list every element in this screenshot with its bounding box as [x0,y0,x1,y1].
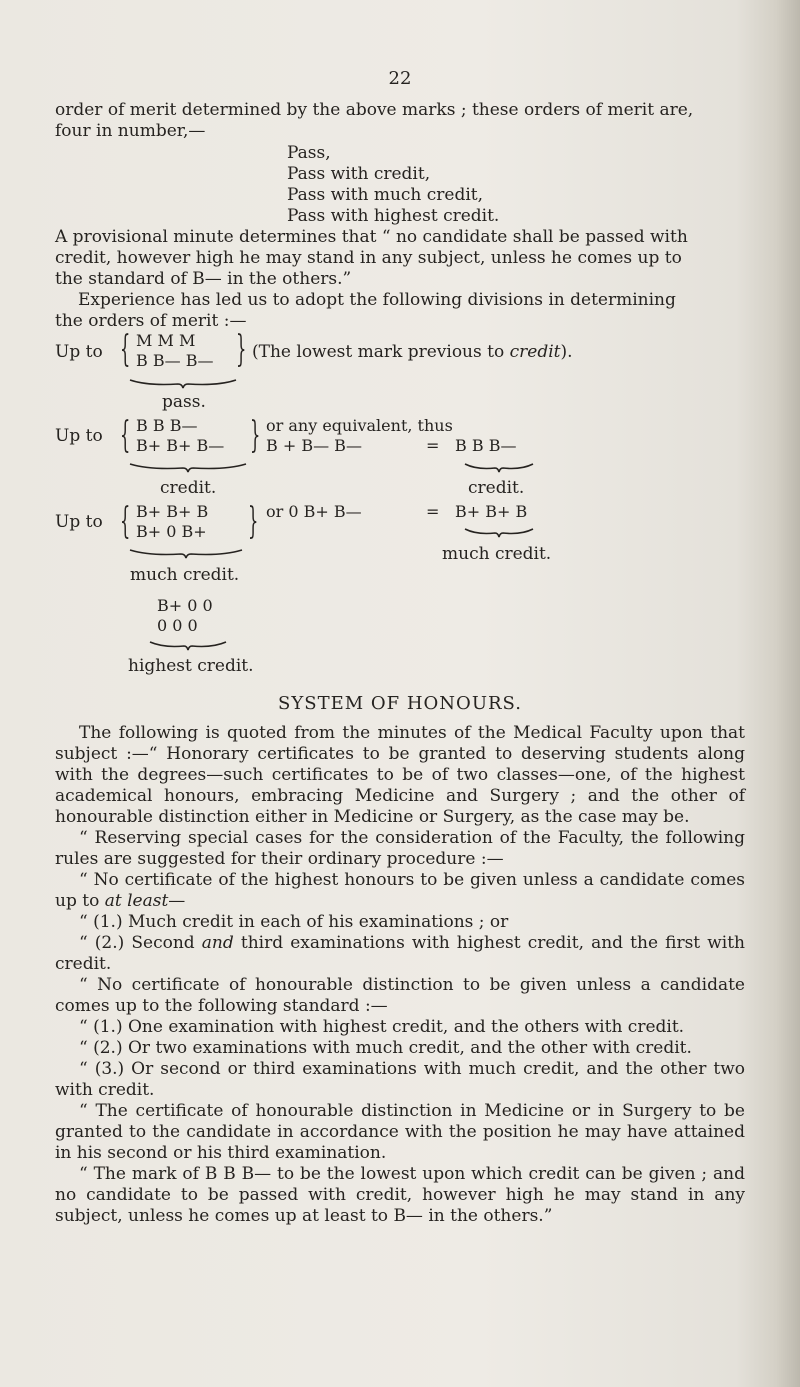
honours-para-1: The following is quoted from the minutes of the Medical Faculty upon that subject :—“ Honorary certificates to be granted to deserving students along with the degrees—such certificates to be of two classes—one, of the highest academical honours, embracing Medicine and Surgery ; and the other of honourable distinction either in Medicine or Surgery, as the case may be. [55,723,745,827]
honours-text [55,723,745,1227]
pass-row-2: B B— B— [136,351,214,370]
much-credit-right-brace: } [248,501,259,542]
much-credit-label-left: much credit. [130,565,240,585]
highest-row-2: 0 0 0 [157,616,198,635]
pass-left-brace: { [120,329,131,370]
much-credit-row-2: B+ 0 B+ [136,522,207,541]
intro-line-1: order of merit determined by the above marks ; these orders of merit are, [55,100,694,120]
minute-line-4: Experience has led us to adopt the following divisions in determining [78,290,676,310]
credit-right-brace: } [250,415,261,456]
honours-para-3: “ No certificate of the highest honours to be given unless a candidate comes up to at least— [55,870,745,911]
order-pass: Pass, [287,143,331,163]
honours-para-5: “ (2.) Second and third examinations with highest credit, and the first with credit. [55,933,746,974]
order-pass-highest-credit: Pass with highest credit. [287,206,500,226]
page-number: 22 [388,68,412,89]
much-credit-row-1: B+ B+ B [136,502,209,521]
honours-para-7: “ (1.) One examination with highest credit, and the others with credit. [79,1017,685,1037]
minute-line-5: the orders of merit :— [55,311,247,331]
credit-up-to: Up to [55,426,103,446]
credit-equivalent-text: or any equivalent, thus [266,416,453,435]
much-credit-equivalent: or 0 B+ B— [266,502,362,521]
honours-para-10: “ The certificate of honourable distinction in Medicine or in Surgery to be granted to the candidate in accordance with the position he may have attained in his second or his third examination. [55,1101,745,1163]
pass-up-to: Up to [55,342,103,362]
credit-equivalent-marks: B + B— B— [266,436,362,455]
pass-underbrace [128,376,238,390]
credit-equals: = [426,436,440,455]
credit-result: B B B— [455,436,517,455]
credit-label-left: credit. [160,478,217,498]
much-credit-label-right: much credit. [442,544,552,564]
credit-left-underbrace [128,460,248,474]
credit-right-underbrace [463,460,535,474]
honours-para-8: “ (2.) Or two examinations with much credit, and the other with credit. [79,1038,692,1058]
credit-row-2: B+ B+ B— [136,436,225,455]
highest-row-1: B+ 0 0 [157,596,213,615]
honours-para-5-italic: and [201,933,234,953]
highest-underbrace [148,638,228,652]
pass-right-brace: } [236,329,247,370]
minute-line-2: credit, however high he may stand in any subject, unless he comes up to [55,248,682,268]
much-credit-up-to: Up to [55,512,103,532]
much-credit-equals: = [426,502,440,521]
honours-para-2: “ Reserving special cases for the consideration of the Faculty, the following rules are suggested for their ordinary procedure :— [55,828,745,869]
credit-row-1: B B B— [136,416,198,435]
intro-line-2: four in number,— [55,121,206,141]
honours-para-3-italic: at least [104,891,169,911]
minute-line-3: the standard of B— in the others.” [55,269,352,289]
honours-para-11: “ The mark of B B B— to be the lowest upon which credit can be given ; and no candidate to be passed with credit, however high he may stand in any subject, unless he comes up at least to B— in the others.” [55,1164,745,1226]
order-pass-credit: Pass with credit, [287,164,431,184]
much-credit-result: B+ B+ B [455,502,528,521]
pass-label: pass. [162,392,206,412]
honours-para-9: “ (3.) Or second or third examinations with much credit, and the other two with credit. [55,1059,745,1100]
pass-row-1: M M M [136,331,196,350]
much-credit-left-underbrace [128,546,244,560]
honours-para-6: “ No certificate of honourable distinction to be given unless a candidate comes up to the following standard :— [55,975,745,1016]
pass-note: (The lowest mark previous to credit). [252,342,573,362]
credit-left-brace: { [120,415,131,456]
order-pass-much-credit: Pass with much credit, [287,185,484,205]
much-credit-right-underbrace [463,525,535,539]
credit-label-right: credit. [468,478,525,498]
honours-para-4: “ (1.) Much credit in each of his examinations ; or [79,912,509,932]
section-heading: SYSTEM OF HONOURS. [278,693,522,714]
much-credit-left-brace: { [120,501,131,542]
highest-label: highest credit. [128,656,254,676]
minute-line-1: A provisional minute determines that “ no candidate shall be passed with [55,227,688,247]
